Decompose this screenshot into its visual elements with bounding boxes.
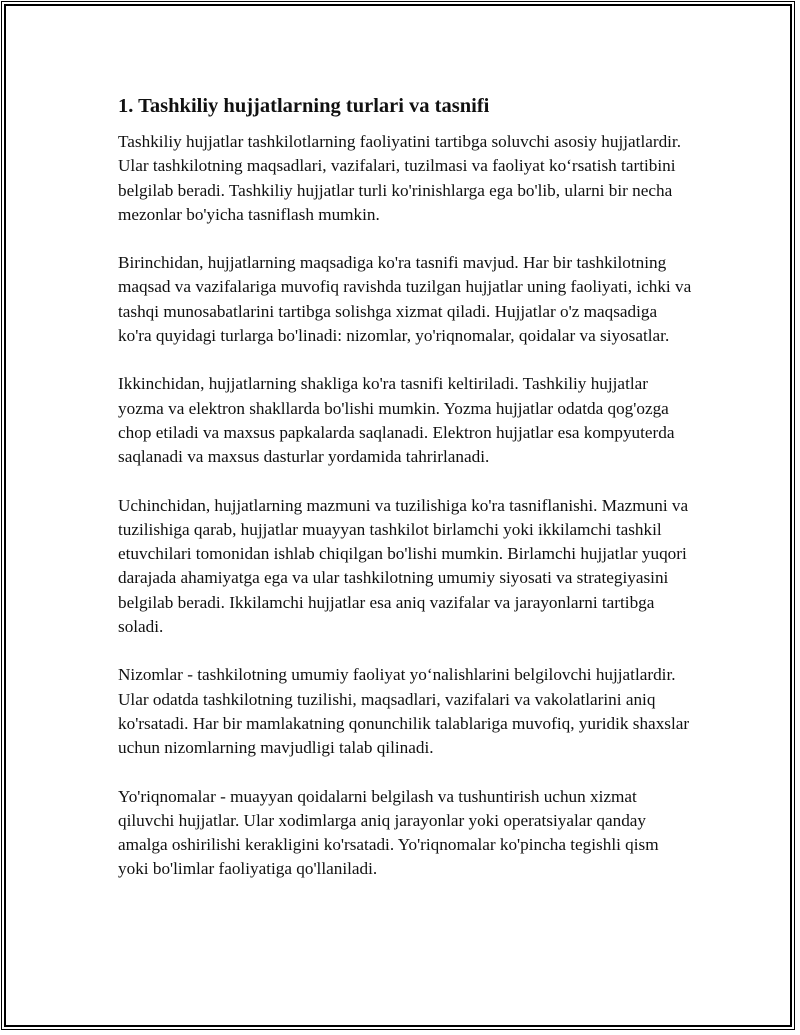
document-body — [118, 92, 693, 906]
paragraph-regulations: Nizomlar - tashkilotning umumiy faoliyat yo‘nalishlarini belgilovchi hujjatlardir. Ular odatda tashkilotning tuzilishi, maqsadlari, vazifalari va vakolatlarini aniq ko'rsatadi. Har bir mamlakatning qonunchilik talablariga muvofiq, yuridik shaxslar uchun nizomlarning mavjudligi talab qilinadi. — [118, 665, 690, 758]
paragraph-form-classification: Ikkinchidan, hujjatlarning shakliga ko'ra tasnifi keltiriladi. Tashkiliy hujjatlar yozma va elektron shakllarda bo'lishi mumkin. Yozma hujjatlar odatda qog'ozga chop etiladi va maxsus papkalarda saqlanadi. Elektron hujjatlar esa kompyuterda saqlanadi va maxsus dasturlar yordamida tahrirlanadi. — [118, 374, 675, 467]
paragraph-content-classification: Uchinchidan, hujjatlarning mazmuni va tuzilishiga ko'ra tasniflanishi. Mazmuni va tuzilishiga qarab, hujjatlar muayyan tashkilot birlamchi yoki ikkilamchi tashkil etuvchilari tomonidan ishlab chiqilgan bo'lishi mumkin. Birlamchi hujjatlar yuqori darajada ahamiyatga ega va ular tashkilotning umumiy siyosati va strategiyasini belgilab beradi. Ikkilamchi hujjatlar esa aniq vazifalar va jarayonlarni tartibga soladi. — [118, 495, 689, 637]
paragraph-instructions: Yo'riqnomalar - muayyan qoidalarni belgilash va tushuntirish uchun xizmat qiluvchi hujjatlar. Ular xodimlarga aniq jarayonlar yoki operatsiyalar qanday amalga oshirilishi kerakligini ko'rsatadi. Yo'riqnomalar ko'pincha tegishli qism yoki bo'limlar faoliyatiga qo'llaniladi. — [118, 786, 659, 879]
paragraph-purpose-classification: Birinchidan, hujjatlarning maqsadiga ko'ra tasnifi mavjud. Har bir tashkilotning maqsad va vazifalariga muvofiq ravishda tuzilgan hujjatlar uning faoliyati, ichki va tashqi munosabatlarini tartibga solishga xizmat qiladi. Hujjatlar o'z maqsadiga ko'ra quyidagi turlarga bo'linadi: nizomlar, yo'riqnomalar, qoidalar va siyosatlar. — [118, 253, 692, 346]
paragraph-intro: Tashkiliy hujjatlar tashkilotlarning faoliyatini tartibga soluvchi asosiy hujjatlardir. Ular tashkilotning maqsadlari, vazifalari, tuzilmasi va faoliyat ko‘rsatish tartibini belgilab beradi. Tashkiliy hujjatlar turli ko'rinishlarga ega bo'lib, ularni bir necha mezonlar bo'yicha tasniflash mumkin. — [118, 132, 682, 224]
section-heading: 1. Tashkiliy hujjatlarning turlari va tasnifi — [118, 95, 490, 117]
